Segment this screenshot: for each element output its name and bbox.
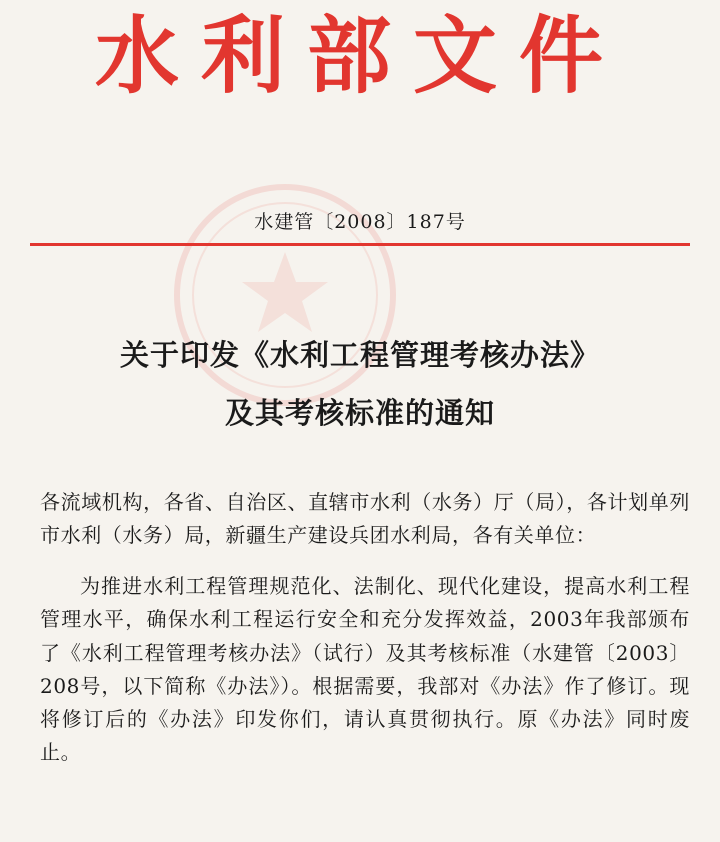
body-paragraph: 为推进水利工程管理规范化、法制化、现代化建设，提高水利工程管理水平，确保水利工程运行安全和充分发挥效益，2003年我部颁布了《水利工程管理考核办法》（试行）及其考核标准（水建管〔2003〕208号，以下简称《办法》）。根据需要，我部对《办法》作了修订。现将修订后的《办法》印发你们，请认真贯彻执行。原《办法》同时废止。 <box>40 574 690 765</box>
recipients-paragraph: 各流域机构，各省、自治区、直辖市水利（水务）厅（局），各计划单列市水利（水务）局，新疆生产建设兵团水利局，各有关单位： <box>40 490 690 548</box>
red-separator-line <box>30 243 690 246</box>
document-header: 水利部文件 <box>94 6 625 105</box>
document-title-line2: 及其考核标准的通知 <box>224 396 495 430</box>
document-title-line1: 关于印发《水利工程管理考核办法》 <box>119 338 600 372</box>
document-number: 水建管〔2008〕187号 <box>254 211 466 233</box>
